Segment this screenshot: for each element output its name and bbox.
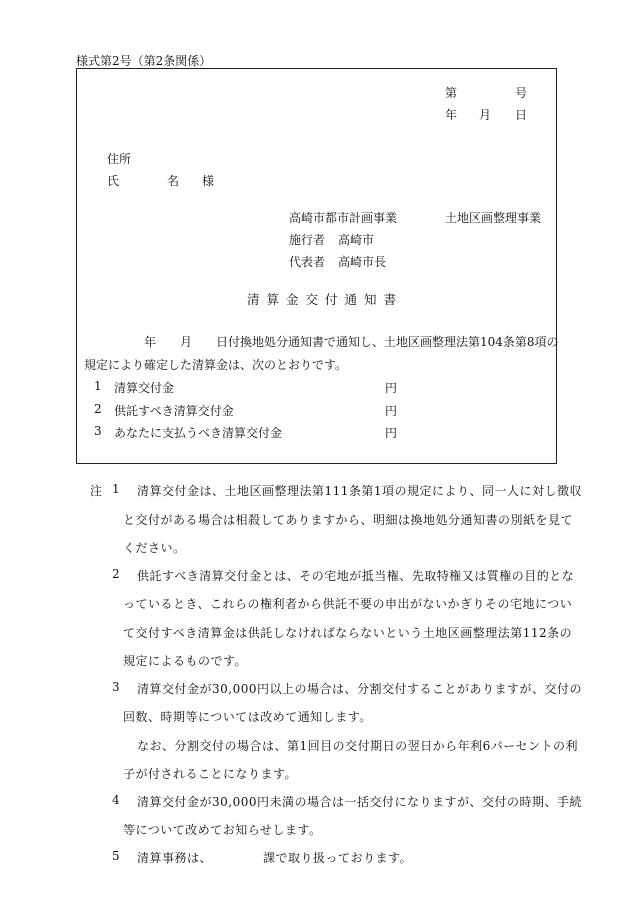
note-line: 清算交付金は、土地区画整理法第111条第1項の規定により、同一人に対し徴収 — [137, 484, 583, 498]
note-line: 清算交付金が30,000円未満の場合は一括交付になりますが、交付の時期、手続 — [137, 795, 582, 809]
note-line: 規定によるものです。 — [123, 654, 248, 668]
note-line: っているとき、これらの権利者から供託不要の申出がないかぎりその宅地につい — [123, 597, 573, 611]
note-line: て交付すべき清算金は供託しなければならないという土地区画整理法第112条の — [123, 626, 573, 640]
representative-name: 高崎市長 — [338, 255, 387, 269]
executor-label: 施行者 — [289, 233, 326, 247]
note-number: 1 — [112, 482, 120, 496]
item-label: 供託すべき清算交付金 — [114, 404, 234, 418]
note-line: と交付がある場合は相殺してありますから、明細は換地処分通知書の別紙を見て — [123, 513, 574, 527]
item-unit: 円 — [385, 404, 398, 418]
address-label: 住所 — [107, 152, 132, 166]
name-label-1: 氏 — [107, 174, 120, 188]
body-year: 年 — [144, 335, 157, 349]
representative-label: 代表者 — [289, 255, 326, 269]
item-number: 1 — [94, 379, 102, 393]
note-line: 供託すべき清算交付金とは、その宅地が抵当権、先取特権又は質権の目的とな — [137, 569, 575, 583]
note-line: 清算交付金が30,000円以上の場合は、分割交付することがありますが、交付の — [137, 682, 582, 696]
item-label: あなたに支払うべき清算交付金 — [114, 426, 283, 440]
issuer-project: 高崎市都市計画事業 — [289, 211, 398, 225]
note-line: 清算事務は、 — [137, 851, 213, 865]
note-line: ください。 — [123, 541, 186, 555]
date-year: 年 — [445, 108, 458, 122]
note-line: 課で取り扱っております。 — [263, 851, 413, 865]
honorific: 様 — [202, 174, 215, 188]
note-number: 4 — [112, 793, 120, 807]
date-day: 日 — [515, 108, 528, 122]
form-label: 様式第2号（第2条関係） — [76, 54, 212, 68]
date-month: 月 — [479, 108, 492, 122]
note-line: 回数、時期等については改めて通知します。 — [123, 710, 372, 724]
item-unit: 円 — [385, 426, 398, 440]
item-label: 清算交付金 — [114, 381, 175, 395]
executor-name: 高崎市 — [338, 233, 375, 247]
note-line: 等について改めてお知らせします。 — [123, 823, 322, 837]
name-label-2: 名 — [167, 174, 180, 188]
issuer-project-type: 土地区画整理事業 — [445, 211, 542, 225]
note-number: 3 — [112, 680, 120, 694]
body-line2: 規定により確定した清算金は、次のとおりです。 — [84, 358, 348, 372]
notes-heading: 注 — [90, 484, 103, 498]
number-prefix: 第 — [445, 86, 458, 100]
note-number: 5 — [112, 849, 120, 863]
note-number: 2 — [112, 567, 120, 581]
body-line1: 日付換地処分通知書で通知し、土地区画整理法第104条第8項の — [216, 335, 559, 349]
note-line: 子が付されることになります。 — [123, 767, 298, 781]
item-unit: 円 — [385, 381, 398, 395]
note-line: なお、分割交付の場合は、第1回目の交付期日の翌日から年利6パーセントの利 — [137, 739, 579, 753]
item-number: 2 — [94, 402, 102, 416]
body-month: 月 — [180, 335, 193, 349]
number-suffix: 号 — [515, 86, 528, 100]
document-title: 清算金交付通知書 — [247, 292, 404, 307]
item-number: 3 — [94, 424, 102, 438]
